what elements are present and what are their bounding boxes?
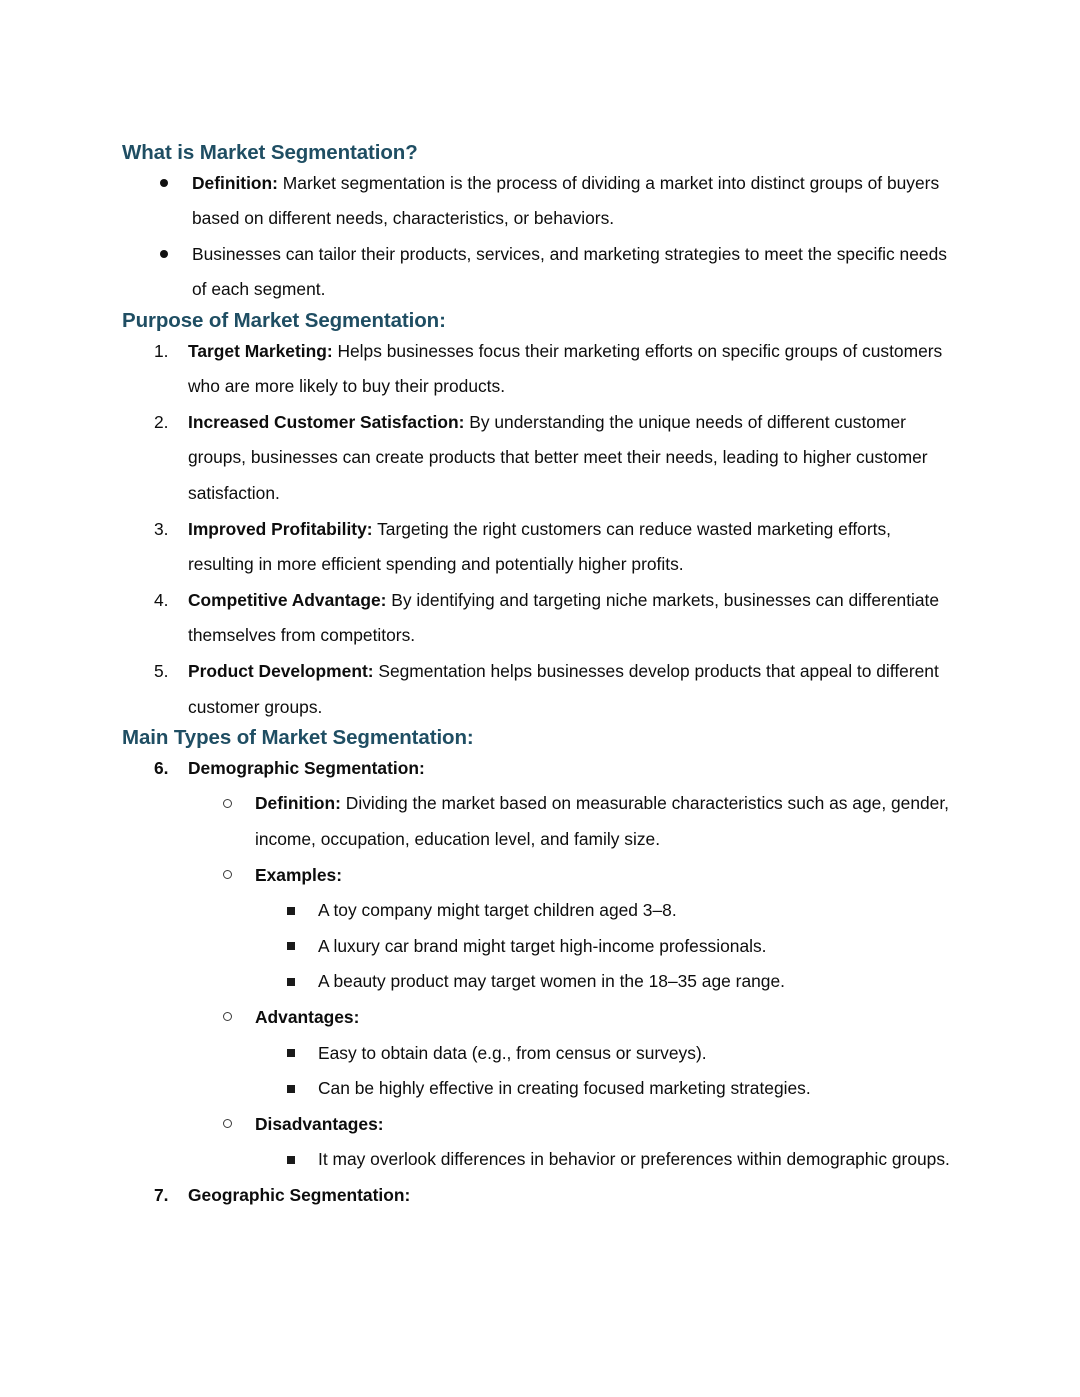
section-list xyxy=(122,334,950,726)
section-list xyxy=(122,166,950,308)
list-item-lead: Competitive Advantage: xyxy=(188,589,387,610)
list-item-lead: Geographic Segmentation: xyxy=(188,1184,411,1205)
list-item xyxy=(122,893,950,929)
square-bullet-icon xyxy=(287,929,295,965)
disc-bullet-icon xyxy=(160,166,168,202)
disc-bullet-glyph xyxy=(160,179,168,187)
list-number: 6. xyxy=(154,757,169,778)
circle-bullet-glyph xyxy=(223,799,232,808)
list-item-lead: Product Development: xyxy=(188,660,374,681)
list-number: 5. xyxy=(154,660,169,681)
list-item-lead: Examples: xyxy=(255,864,342,885)
list-item xyxy=(122,1142,950,1178)
list-item-text: Businesses can tailor their products, services, and marketing strategies to meet the specific needs of each segment. xyxy=(192,243,947,300)
list-item xyxy=(122,654,950,725)
circle-bullet-icon xyxy=(223,1000,232,1036)
list-item-text: A luxury car brand might target high-income professionals. xyxy=(318,935,767,956)
list-item-text: A toy company might target children aged 3–8. xyxy=(318,900,677,921)
list-number: 3. xyxy=(154,518,169,539)
list-item-lead: Target Marketing: xyxy=(188,340,333,361)
list-item xyxy=(122,583,950,654)
list-number: 1. xyxy=(154,340,169,361)
section-list xyxy=(122,751,950,1214)
list-item xyxy=(122,334,950,405)
circle-bullet-icon xyxy=(223,1107,232,1143)
list-item-text: A beauty product may target women in the 18–35 age range. xyxy=(318,971,785,992)
list-item-text: Segmentation helps businesses develop products that appeal to different customer groups. xyxy=(188,660,939,717)
list-item-text: Market segmentation is the process of dividing a market into distinct groups of buyers based on different needs, characteristics, or behaviors. xyxy=(192,172,940,229)
list-item-text: By identifying and targeting niche markets, businesses can differentiate themselves from competitors. xyxy=(188,589,940,646)
circle-bullet-icon xyxy=(223,786,232,822)
list-item-lead: Advantages: xyxy=(255,1006,360,1027)
list-item-lead: Increased Customer Satisfaction: xyxy=(188,411,465,432)
list-item xyxy=(122,405,950,512)
disc-bullet-icon xyxy=(160,237,168,273)
square-bullet-glyph xyxy=(287,978,295,986)
list-item-text: It may overlook differences in behavior or preferences within demographic groups. xyxy=(318,1149,950,1170)
circle-bullet-glyph xyxy=(223,870,232,879)
list-item-text: Helps businesses focus their marketing efforts on specific groups of customers who are more likely to buy their products. xyxy=(188,340,943,397)
list-item-lead: Definition: xyxy=(192,172,278,193)
square-bullet-icon xyxy=(287,1071,295,1107)
square-bullet-glyph xyxy=(287,1049,295,1057)
circle-bullet-glyph xyxy=(223,1119,232,1128)
list-item xyxy=(122,786,950,857)
list-number: 7. xyxy=(154,1184,169,1205)
list-item xyxy=(122,929,950,965)
square-bullet-glyph xyxy=(287,942,295,950)
list-number: 4. xyxy=(154,589,169,610)
square-bullet-icon xyxy=(287,964,295,1000)
disc-bullet-glyph xyxy=(160,250,168,258)
circle-bullet-icon xyxy=(223,858,232,894)
list-item-lead: Demographic Segmentation: xyxy=(188,757,425,778)
list-item xyxy=(122,1000,950,1036)
document-body xyxy=(122,140,950,1214)
list-item-text: Easy to obtain data (e.g., from census or surveys). xyxy=(318,1042,707,1063)
circle-bullet-glyph xyxy=(223,1012,232,1021)
list-item-text: Dividing the market based on measurable characteristics such as age, gender, income, occupation, education level, and family size. xyxy=(255,793,950,849)
square-bullet-glyph xyxy=(287,1085,295,1093)
section-heading: Purpose of Market Segmentation: xyxy=(122,309,446,332)
square-bullet-glyph xyxy=(287,1156,295,1164)
square-bullet-icon xyxy=(287,893,295,929)
list-item xyxy=(122,237,950,308)
list-item-text: By understanding the unique needs of different customer groups, businesses can create products that better meet their needs, leading to higher customer satisfaction. xyxy=(188,411,928,503)
square-bullet-icon xyxy=(287,1142,295,1178)
list-item-text: Can be highly effective in creating focused marketing strategies. xyxy=(318,1078,811,1099)
square-bullet-glyph xyxy=(287,907,295,915)
list-item xyxy=(122,858,950,894)
list-number: 2. xyxy=(154,411,169,432)
list-item xyxy=(122,512,950,583)
list-item-lead: Improved Profitability: xyxy=(188,518,373,539)
list-item xyxy=(122,964,950,1000)
list-item xyxy=(122,1107,950,1143)
square-bullet-icon xyxy=(287,1036,295,1072)
list-item xyxy=(122,1178,950,1214)
section-heading: Main Types of Market Segmentation: xyxy=(122,726,474,750)
list-item xyxy=(122,751,950,787)
section-heading: What is Market Segmentation? xyxy=(122,141,418,164)
list-item-text: Targeting the right customers can reduce wasted marketing efforts, resulting in more efficient spending and potentially higher profits. xyxy=(188,518,892,575)
list-item xyxy=(122,1036,950,1072)
list-item xyxy=(122,1071,950,1107)
list-item-lead: Definition: xyxy=(255,793,341,814)
list-item xyxy=(122,166,950,237)
list-item-lead: Disadvantages: xyxy=(255,1113,384,1134)
